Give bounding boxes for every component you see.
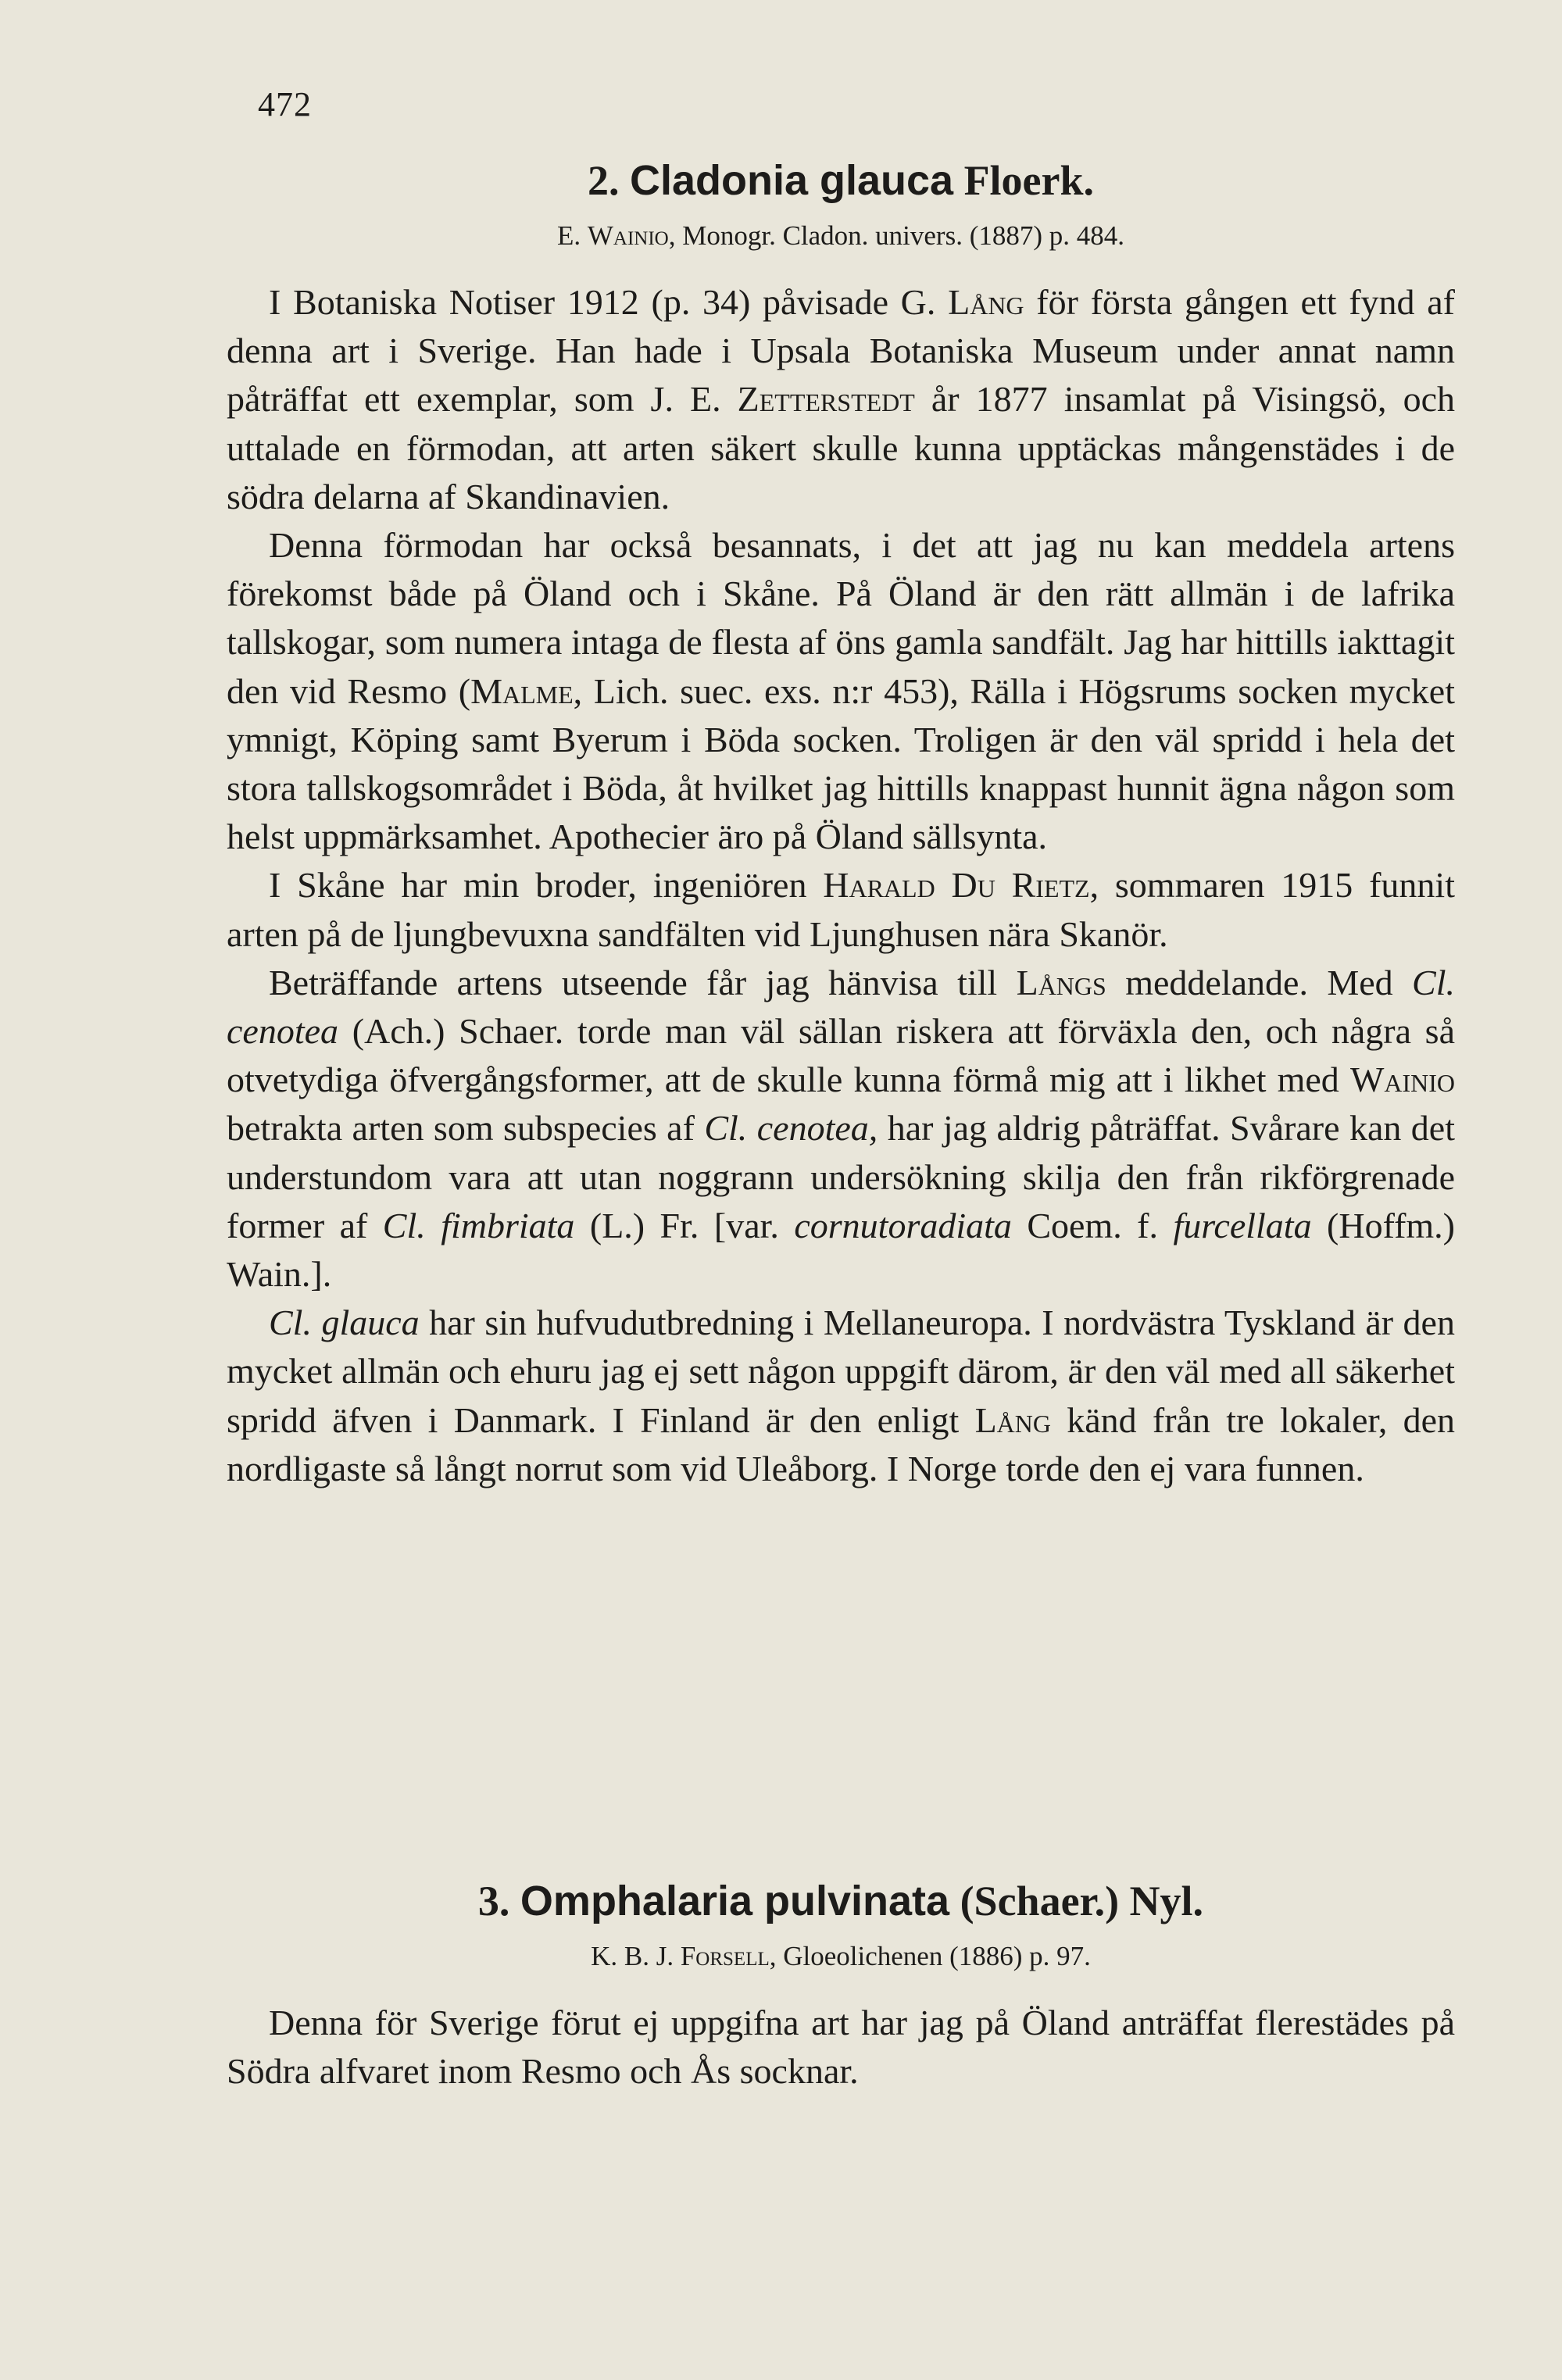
text-run: har jag aldrig påträffat. Svårare kan det understundom vara att utan noggrann undersökning skilja den från rikförgrenade former af (227, 1108, 1455, 1245)
species-italic: Cl. cenotea, (704, 1108, 878, 1149)
section-cladonia-glauca (227, 153, 1455, 1493)
species-heading (227, 1874, 1455, 1928)
text-run: , Lich. suec. exs. n:r 453), Rälla i Högsrums socken mycket ymnigt, Köping samt Byerum i Böda socken. Troligen är den väl spridd i hela det stora tallskogsområdet i Böda, åt hvilket jag hittills knappast hunnit ägna någon som helst uppmärksamhet. Apothecier äro på Öland sällsynta. (227, 670, 1456, 857)
text-run: meddelande. Med (1106, 962, 1413, 1002)
text-run: har sin hufvudutbredning i Mellaneuropa. I nordvästra Tyskland är den mycket allmän och ehuru jag ej sett någon uppgift därom, är den väl med all säkerhet spridd äfven i Danmark. I Finland är den enligt (227, 1303, 1455, 1440)
reference-initial: E. (556, 220, 581, 251)
species-italic: Cl. glauca (269, 1303, 420, 1343)
text-run: känd från tre lokaler, den nordligaste så långt norrut som vid Uleåborg. I Norge torde den ej vara funnen. (227, 1399, 1456, 1488)
reference-title: Gloeolichenen (1886) p. 97. (783, 1941, 1091, 1971)
heading-number: 3. (477, 1878, 510, 1924)
species-author: Floerk. (963, 157, 1095, 204)
person-name: Långs (1016, 962, 1106, 1002)
text-run: Denna förmodan har också besannats, i det att jag nu kan meddela artens förekomst både på Öland och i Skåne. På Öland är den rätt allmän i de lafrika tallskogar, som numera intaga de flesta af öns gamla sandfält. Jag har hittills iakttagit den vid Resmo ( (227, 525, 1455, 711)
page-number: 472 (258, 85, 312, 123)
species-name: Omphalaria pulvinata (520, 1878, 950, 1924)
species-name: Cladonia glauca (629, 157, 954, 204)
species-author: (Schaer.) Nyl. (960, 1878, 1204, 1924)
text-run: Denna för Sverige förut ej uppgifna art har jag på Öland anträffat flerestädes på Södra alfvaret inom Resmo och Ås socknar. (227, 2003, 1455, 2092)
species-italic: Cl. cenotea (227, 962, 1455, 1052)
person-name: Harald Du Rietz (823, 865, 1090, 906)
person-name: Zetterstedt (737, 379, 915, 420)
text-run: Beträffande artens utseende får jag hänvisa till (269, 962, 1017, 1002)
text-run: för första gången ett fynd af denna art i Sverige. Han hade i Upsala Botaniska Museum under annat namn påträffat ett exemplar, som J. E. (227, 282, 1455, 420)
heading-number: 2. (587, 157, 620, 204)
person-name: Malme (470, 670, 574, 711)
reference-initial: K. B. J. (591, 1941, 674, 1971)
species-italic: furcellata (1173, 1205, 1312, 1245)
section-omphalaria-pulvinata (227, 1874, 1455, 2096)
person-name: Wainio (1349, 1060, 1455, 1100)
paragraph (227, 521, 1455, 861)
reference-author: Wainio, (587, 220, 676, 251)
literature-reference (227, 1936, 1455, 1977)
text-run: år 1877 insamlat på Visingsö, och uttalade en förmodan, att arten säkert skulle kunna upptäckas mångenstädes i de södra delarna af Skandinavien. (227, 379, 1455, 516)
person-name: Lång (948, 282, 1024, 322)
paragraph (227, 1999, 1455, 2096)
text-run: Coem. f. (1011, 1205, 1174, 1245)
paragraph (227, 1299, 1455, 1493)
reference-title: Monogr. Cladon. univers. (1887) p. 484. (682, 220, 1125, 251)
reference-author: Forsell, (680, 1941, 777, 1971)
text-run: (Hoffm.) Wain.]. (227, 1205, 1455, 1295)
species-italic: cornutoradiata (794, 1205, 1012, 1245)
text-run: betrakta arten som subspecies af (227, 1108, 705, 1149)
paragraph (227, 959, 1455, 1299)
literature-reference (227, 216, 1455, 256)
person-name: Lång (974, 1399, 1052, 1440)
paragraph (227, 278, 1455, 521)
paragraph (227, 861, 1455, 958)
text-run: I Skåne har min broder, ingeniören (269, 865, 824, 906)
text-run: (L.) Fr. [var. (574, 1205, 795, 1245)
text-run: I Botaniska Notiser 1912 (p. 34) påvisade G. (269, 282, 949, 322)
text-run: (Ach.) Schaer. torde man väl sällan riskera att förväxla den, och några så otvetydiga öfvergångsformer, att de skulle kunna förmå mig att i likhet med (227, 1011, 1455, 1100)
text-run: , sommaren 1915 funnit arten på de ljungbevuxna sandfälten vid Ljunghusen nära Skanör. (227, 865, 1455, 954)
species-heading (227, 153, 1455, 208)
species-italic: Cl. fimbriata (382, 1205, 575, 1245)
